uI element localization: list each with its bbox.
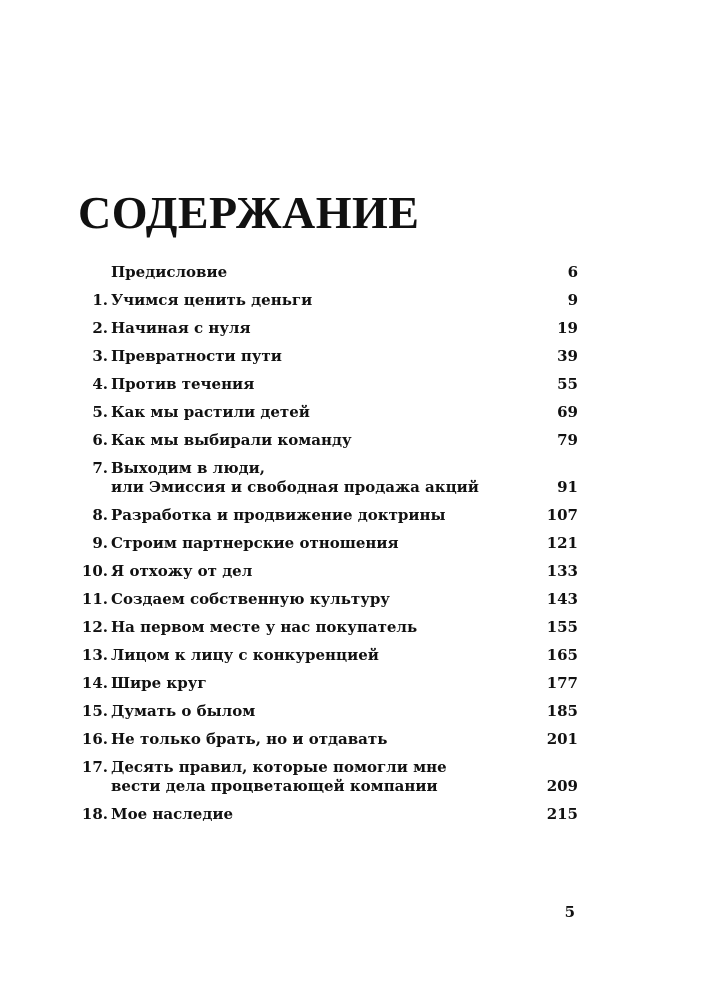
toc-entry-number: 11. [81, 590, 108, 608]
toc-entry-title-line: Как мы выбирали команду [111, 431, 352, 449]
toc-entry-title-line: Лицом к лицу с конкуренцией [111, 646, 379, 664]
toc-entry-title [111, 805, 233, 824]
toc-entry-title-line: Мое наследие [111, 805, 233, 823]
toc-entry-number: 16. [81, 730, 108, 748]
toc-entry-number: 12. [81, 618, 108, 636]
toc-entry [78, 562, 578, 590]
toc-entry-title [111, 534, 399, 553]
toc-entry-title [111, 758, 447, 796]
toc-entry-number: 13. [81, 646, 108, 664]
toc-entry-title-line: Как мы растили детей [111, 403, 310, 421]
toc-entry-title-line: Думать о былом [111, 702, 256, 720]
toc-entry-number: 2. [92, 319, 108, 337]
toc-entry-title-line: На первом месте у нас покупатель [111, 618, 418, 636]
toc-entry-number: 9. [92, 534, 108, 552]
toc-entry-title-line: Превратности пути [111, 347, 282, 365]
toc-entry [78, 618, 578, 646]
toc-entry-number: 14. [81, 674, 108, 692]
toc-entry-title-line: Шире круг [111, 674, 207, 692]
toc-entry [78, 347, 578, 375]
toc-preface-label: Предисловие [111, 263, 228, 281]
toc-entry-page: 121 [546, 534, 578, 552]
toc-entry [78, 758, 578, 805]
toc-entry-title [111, 347, 282, 366]
toc-entry-page: 177 [546, 674, 578, 692]
toc-entry-page: 143 [546, 590, 578, 608]
toc-entry-number: 8. [92, 506, 108, 524]
toc-entry-number: 5. [92, 403, 108, 421]
toc-entry-page: 39 [557, 347, 578, 365]
toc-entry-page: 201 [546, 730, 578, 748]
toc-entry-title-line: Десять правил, которые помогли мне [111, 758, 447, 776]
toc-entry-title [111, 562, 252, 581]
toc-entry-title-line: Разработка и продвижение доктрины [111, 506, 446, 524]
toc-entry-number: 17. [81, 758, 108, 776]
toc-entry-title [111, 459, 479, 497]
toc-entry-title [111, 674, 207, 693]
toc-entry-title [111, 590, 390, 609]
toc-entry-page: 165 [546, 646, 578, 664]
toc-entry-page: 215 [546, 805, 578, 823]
toc-entry-number: 3. [92, 347, 108, 365]
toc-entry-title [111, 403, 310, 422]
toc-entry-title [111, 702, 255, 721]
toc-entry-title-line: Строим партнерские отношения [111, 534, 399, 552]
toc-entry-page: 107 [546, 506, 578, 524]
toc-entry-title-line: Создаем собственную культуру [111, 590, 390, 608]
toc-entry [78, 805, 578, 833]
toc-entry-title [111, 646, 379, 665]
toc-entry [78, 534, 578, 562]
toc-entry-title-line: Не только брать, но и отдавать [111, 730, 388, 748]
toc-entry-number: 18. [81, 805, 108, 823]
toc-entry [78, 506, 578, 534]
toc-entry-number: 1. [92, 291, 108, 309]
toc-entry [78, 646, 578, 674]
toc-entry [78, 375, 578, 403]
toc-entry-number: 7. [92, 459, 108, 477]
toc-entry [78, 431, 578, 459]
toc-entry [78, 459, 578, 506]
toc-entry-page: 133 [546, 562, 578, 580]
toc-entry [78, 674, 578, 702]
toc-entry-number: 6. [92, 431, 108, 449]
toc-entry-page: 9 [567, 291, 578, 309]
toc-entry-title-line: вести дела процветающей компании [111, 777, 438, 795]
toc-preface-page: 6 [567, 263, 578, 281]
toc-preface [78, 263, 578, 291]
toc-entry [78, 291, 578, 319]
toc-entry-page: 55 [557, 375, 578, 393]
toc-entry [78, 702, 578, 730]
toc-entry-title-line: Начиная с нуля [111, 319, 251, 337]
toc-entry-title-line: Я отхожу от дел [111, 562, 253, 580]
toc-entry [78, 319, 578, 347]
toc-entry-title [111, 730, 387, 749]
page-number: 5 [564, 903, 575, 921]
toc-entry-title [111, 506, 446, 525]
table-of-contents [78, 263, 578, 833]
toc-entry-title [111, 375, 254, 394]
toc-entry-page: 91 [557, 478, 578, 496]
toc-entry-page: 209 [546, 777, 578, 795]
toc-entry-title [111, 319, 251, 338]
toc-entry-title-line: Выходим в люди, [111, 459, 265, 477]
toc-entry-page: 185 [546, 702, 578, 720]
toc-entry-title [111, 618, 417, 637]
toc-entry [78, 730, 578, 758]
toc-entry-page: 69 [557, 403, 578, 421]
toc-entry-page: 19 [557, 319, 578, 337]
toc-entry-number: 4. [92, 375, 108, 393]
toc-entry-title [111, 431, 352, 450]
page-title: СОДЕРЖАНИЕ [78, 187, 420, 238]
toc-entry [78, 403, 578, 431]
toc-entry [78, 590, 578, 618]
toc-entry-number: 10. [81, 562, 108, 580]
toc-entry-page: 79 [557, 431, 578, 449]
toc-entry-page: 155 [546, 618, 578, 636]
toc-entry-title [111, 291, 312, 310]
toc-entry-title-line: или Эмиссия и свободная продажа акций [111, 478, 479, 496]
toc-entry-title-line: Учимся ценить деньги [111, 291, 313, 309]
toc-entry-title-line: Против течения [111, 375, 255, 393]
toc-entry-number: 15. [81, 702, 108, 720]
